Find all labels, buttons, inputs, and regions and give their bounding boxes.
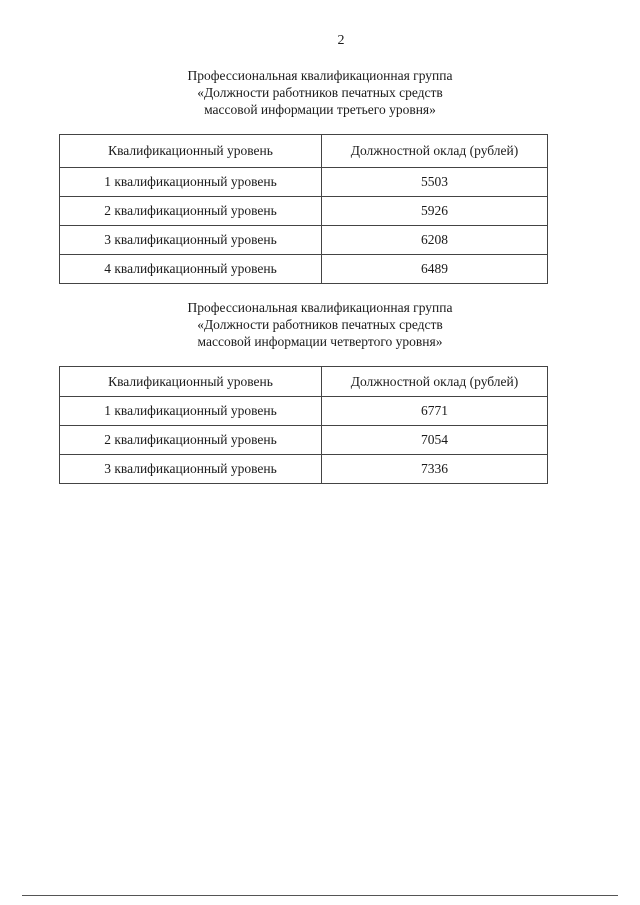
level-cell: 3 квалификационный уровень [60,455,322,484]
group-heading-fourth-level [0,299,640,350]
salary-table-third-level [59,134,548,284]
heading-line: массовой информации четвертого уровня» [197,334,443,349]
salary-cell: 7336 [322,455,548,484]
bottom-rule [22,895,618,896]
table-row [60,197,548,226]
column-header-level: Квалификационный уровень [60,135,322,168]
level-cell: 4 квалификационный уровень [60,255,322,284]
page-number: 2 [337,33,345,48]
table-row [60,226,548,255]
heading-line: Профессиональная квалификационная группа [187,300,453,315]
salary-cell: 7054 [322,426,548,455]
salary-cell: 6771 [322,397,548,426]
salary-cell: 5503 [322,168,548,197]
level-cell: 3 квалификационный уровень [60,226,322,255]
table-row [60,397,548,426]
heading-line: массовой информации третьего уровня» [204,102,436,117]
salary-cell: 6208 [322,226,548,255]
level-cell: 1 квалификационный уровень [60,397,322,426]
table-row [60,168,548,197]
heading-line: Профессиональная квалификационная группа [187,68,453,83]
level-cell: 1 квалификационный уровень [60,168,322,197]
table-row [60,455,548,484]
group-heading-third-level [0,67,640,118]
column-header-salary: Должностной оклад (рублей) [322,367,548,397]
column-header-level: Квалификационный уровень [60,367,322,397]
salary-table-fourth-level [59,366,548,484]
table-header-row [60,367,548,397]
table-row [60,255,548,284]
level-cell: 2 квалификационный уровень [60,426,322,455]
column-header-salary: Должностной оклад (рублей) [322,135,548,168]
heading-line: «Должности работников печатных средств [197,85,443,100]
table-row [60,426,548,455]
table-header-row [60,135,548,168]
level-cell: 2 квалификационный уровень [60,197,322,226]
salary-cell: 5926 [322,197,548,226]
salary-cell: 6489 [322,255,548,284]
heading-line: «Должности работников печатных средств [197,317,443,332]
